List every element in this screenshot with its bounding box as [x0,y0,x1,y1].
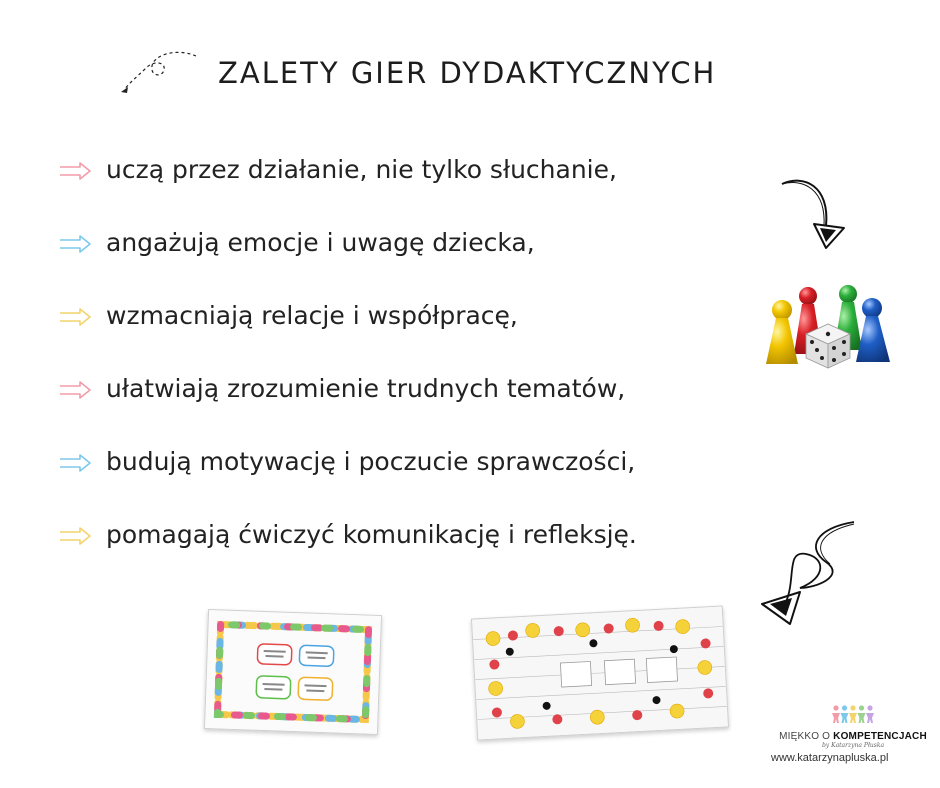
people-figures-logo-icon [831,704,875,724]
list-item [58,292,738,365]
brand-name-prefix: MIĘKKO O [779,731,831,742]
list-item [58,511,738,584]
list-item-text: budują motywację i poczucie sprawczości, [106,447,636,476]
brand-name [778,731,928,742]
pawn-blue [856,298,890,362]
outline-arrow-icon [58,162,92,180]
brand-byline: by Katarzyna Płuska [821,742,885,749]
logo-figure [841,705,849,723]
list-item-text: ułatwiają zrozumienie trudnych tematów, [106,374,626,403]
benefits-list [58,146,738,584]
logo-figure [866,705,874,723]
brand-logo [778,704,928,749]
board-game-photo-1 [204,609,382,735]
board-game-illustration [205,610,381,734]
list-item-text: pomagają ćwiczyć komunikację i refleksję. [106,520,637,549]
list-item-text: uczą przez działanie, nie tylko słuchanie, [106,155,617,184]
list-item-text: wzmacniają relacje i współpracę, [106,301,518,330]
list-item-text: angażują emocje i uwagę dziecka, [106,228,535,257]
list-item [58,365,738,438]
board-game-pawns-and-dice-icon [762,284,894,370]
board-game-photo-2 [471,605,729,740]
list-item [58,146,738,219]
curved-arrow-down-icon [774,174,850,254]
dice [806,324,850,368]
brand-name-bold: KOMPETENCJACH [833,731,927,742]
outline-arrow-icon [58,381,92,399]
pawn-yellow [766,300,798,364]
swirl-arrow-icon [756,518,860,628]
logo-figure [832,705,840,723]
board-game-illustration [472,607,728,740]
page-title: ZALETY GIER DYDAKTYCZNYCH [218,56,717,90]
outline-arrow-icon [58,308,92,326]
website-link[interactable]: www.katarzynapluska.pl [771,752,889,764]
outline-arrow-icon [58,454,92,472]
logo-figure [858,705,866,723]
curly-dashed-arrow-icon [118,50,208,96]
logo-figure [849,705,857,723]
outline-arrow-icon [58,527,92,545]
list-item [58,219,738,292]
list-item [58,438,738,511]
outline-arrow-icon [58,235,92,253]
